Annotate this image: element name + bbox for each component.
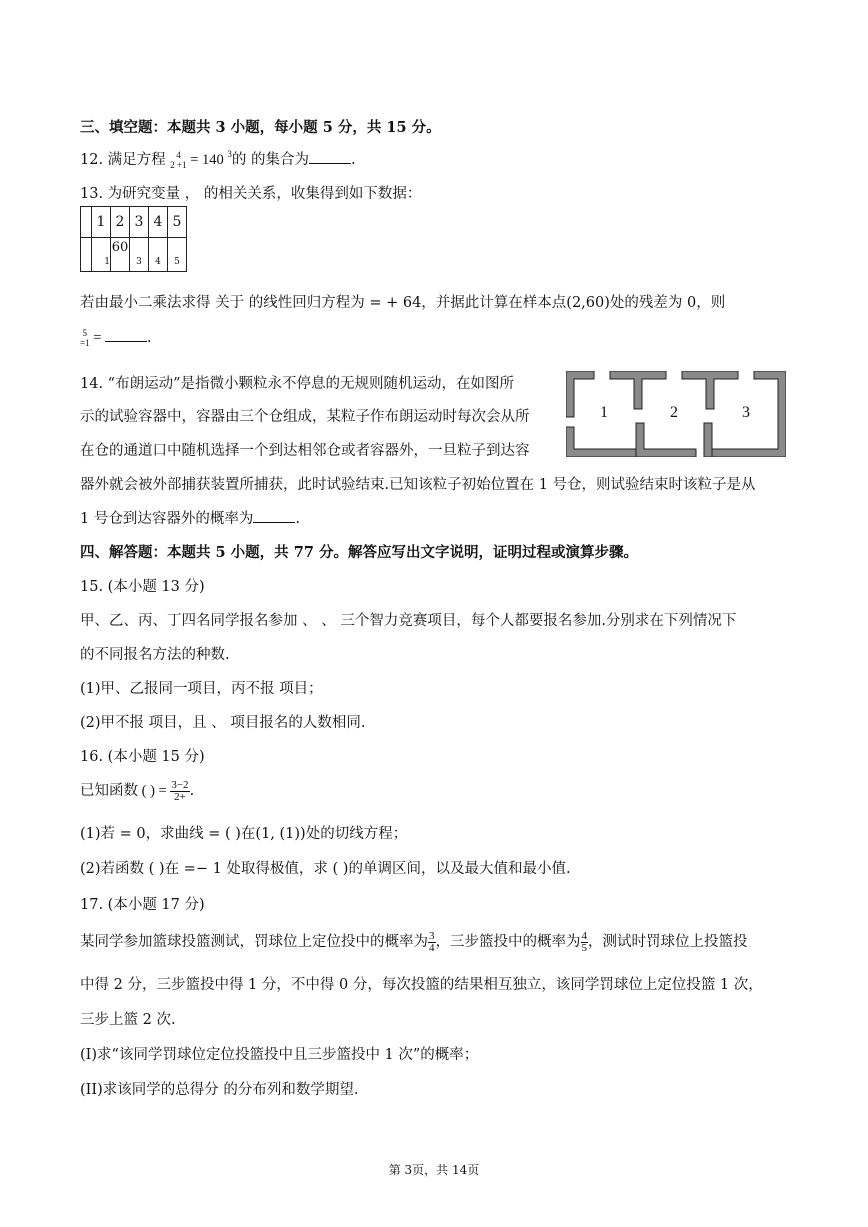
container-wall [610, 371, 666, 409]
q16-title: 16. (本小题 15 分) [80, 749, 205, 765]
q12-stack [170, 150, 186, 170]
q13-sum-line [80, 328, 152, 348]
question-13-intro: 13. 为研究变量 ， 的相关关系，收集得到如下数据： [80, 186, 422, 202]
q12-suffix: 的 的集合为 [231, 152, 310, 168]
q13-sum-end: . [147, 330, 152, 346]
table-cell: 2 [111, 207, 130, 238]
q17-frac2-den: 5 [581, 941, 587, 954]
q14-line-1: 14. “布朗运动”是指微小颗粒永不停息的无规则随机运动，在如图所 [80, 376, 514, 392]
q17-fraction-1 [428, 931, 436, 954]
table-cell: 4 [149, 207, 168, 238]
q13-line-2: 若由最小二乘法求得 关于 的线性回归方程为 = + 64，并据此计算在样本点(2,60)处的残差为 0，则 [80, 295, 726, 311]
q12-stack-top: 4 [176, 150, 181, 160]
q15-line-1: 甲、乙、丙、丁四名同学报名参加 、 、 三个智力竞赛项目，每个人都要报名参加.分别求在下列情况下 [80, 613, 737, 629]
q16-part-2: (2)若函数 ( )在 =− 1 处取得极值，求 ( )的单调区间，以及最大值和最小值. [80, 861, 571, 877]
q12-prefix: 12. 满足方程 [80, 152, 171, 168]
q12-stack-bottom: 2 +1 [170, 160, 187, 170]
q17-line-1b: ，三步篮投中的概率为 [435, 934, 581, 950]
q13-sum-stack [80, 328, 90, 348]
table-cell: 1 [92, 207, 111, 238]
table-cell: 1 [92, 238, 111, 272]
table-cell: 5 [168, 238, 187, 272]
chamber-label: 2 [670, 404, 678, 421]
q13-data-table [80, 206, 187, 272]
q13-sum-top: 5 [82, 328, 88, 338]
q16-function [80, 779, 194, 803]
table-cell [81, 207, 92, 238]
q16-func-prefix: 已知函数 ( ) = [80, 783, 171, 799]
page-footer: 第 3页，共 14页 [388, 1163, 480, 1177]
q12-eq: = 140 [186, 152, 228, 168]
brownian-container-figure [566, 371, 786, 457]
chamber-label: 3 [742, 404, 750, 421]
table-cell: 60 [111, 238, 130, 272]
q17-fraction-2 [581, 931, 589, 954]
q14-line-5-end: . [295, 511, 300, 527]
q14-line-4: 器外就会被外部捕获装置所捕获，此时试验结束.已知该粒子初始位置在 1 号仓，则试验结束时该粒子是从 [80, 477, 756, 493]
q17-line-3: 三步上篮 2 次. [80, 1012, 176, 1028]
q17-line-1 [80, 930, 748, 954]
chamber-label: 1 [600, 404, 608, 421]
q17-frac2-num: 4 [581, 929, 587, 942]
q13-sum-bottom: =1 [80, 338, 90, 348]
section-3-heading: 三、填空题：本题共 3 小题，每小题 5 分，共 15 分。 [80, 119, 441, 136]
q17-line-1a: 某同学参加篮球投篮测试，罚球位上定位投中的概率为 [80, 934, 428, 950]
q17-line-1c: ，测试时罚球位上投篮投 [588, 934, 748, 950]
q13-sum-eq: = [89, 330, 106, 346]
q15-part-1: (1)甲、乙报同一项目，丙不报 项目； [80, 681, 323, 697]
q16-func-end: . [189, 783, 195, 799]
q13-answer-blank[interactable] [105, 329, 147, 342]
table-cell [81, 238, 92, 272]
table-cell: 3 [130, 238, 149, 272]
table-cell: 5 [168, 207, 187, 238]
q15-title: 15. (本小题 13 分) [80, 579, 205, 595]
q17-part-1: (I)求“该同学罚球位定位投篮投中且三步篮投中 1 次”的概率； [80, 1047, 479, 1063]
q14-line-3: 在仓的通道口中随机选择一个到达相邻仓或者容器外，一旦粒子到达容 [80, 443, 530, 459]
q14-line-5 [80, 507, 300, 528]
q14-line-5-text: 1 号仓到达容器外的概率为 [80, 511, 254, 527]
q12-end: . [351, 152, 356, 168]
q17-frac1-den: 4 [429, 941, 435, 954]
question-12 [80, 148, 356, 170]
container-wall [636, 423, 696, 457]
q16-frac-num: 3−2 [171, 778, 189, 791]
q17-line-2: 中得 2 分，三步篮投中得 1 分，不中得 0 分，每次投篮的结果相互独立，该同学罚球位上定位投篮 1 次， [80, 977, 763, 993]
q15-part-2: (2)甲不报 项目，且 、 项目报名的人数相同. [80, 715, 366, 731]
container-wall [704, 423, 712, 457]
container-wall [566, 427, 636, 457]
section-4-heading: 四、解答题：本题共 5 小题，共 77 分。解答应写出文字说明，证明过程或演算步骤。 [80, 544, 638, 561]
q16-fraction [170, 780, 189, 803]
q17-part-2: (II)求该同学的总得分 的分布列和数学期望. [80, 1082, 359, 1098]
q15-line-2: 的不同报名方法的种数. [80, 647, 230, 663]
q16-frac-den: 2+ [174, 790, 186, 803]
q12-sup: 3 [227, 149, 232, 159]
q12-answer-blank[interactable] [309, 151, 351, 164]
container-wall [682, 371, 738, 409]
q14-line-2: 示的试验容器中，容器由三个仓组成，某粒子作布朗运动时每次会从所 [80, 409, 530, 425]
q16-part-1: (1)若 = 0，求曲线 = ( )在(1, (1))处的切线方程； [80, 826, 408, 842]
table-cell: 3 [130, 207, 149, 238]
q17-title: 17. (本小题 17 分) [80, 897, 205, 913]
q17-frac1-num: 3 [429, 929, 435, 942]
container-wall [566, 371, 594, 417]
q14-answer-blank[interactable] [253, 510, 295, 523]
table-cell: 4 [149, 238, 168, 272]
